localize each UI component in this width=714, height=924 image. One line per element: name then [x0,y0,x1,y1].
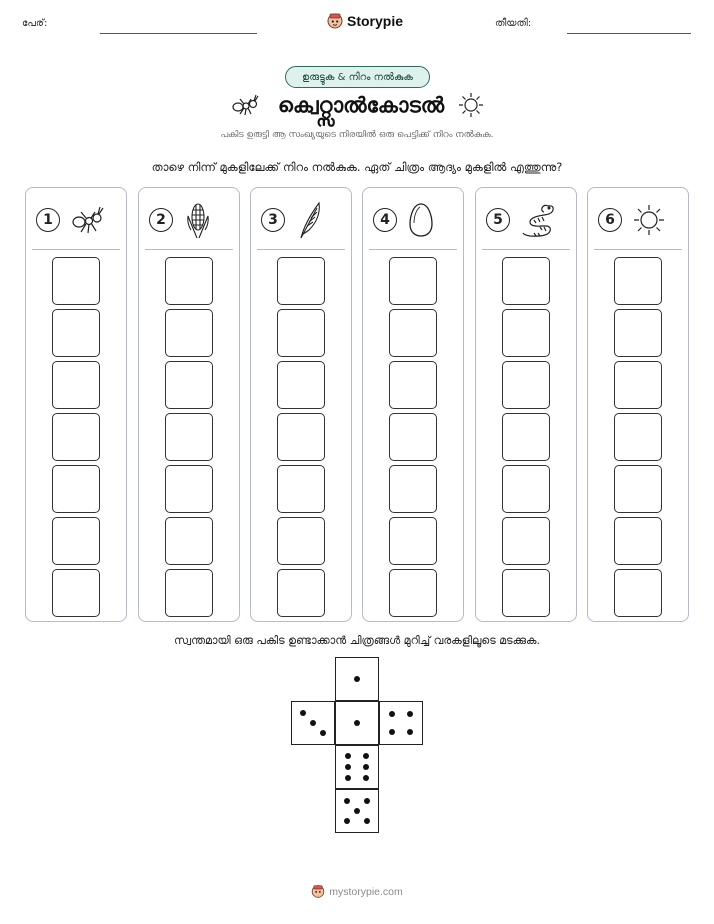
color-box[interactable] [389,569,437,617]
die-pip [407,711,413,717]
die-pip [363,775,369,781]
instruction: താഴെ നിന്ന് മുകളിലേക്ക് നിറം നൽകുക. ഏത് ചിത്രം ആദ്യം മുകളിൽ എത്തുന്നു? [151,160,563,174]
activity-pill [285,66,430,88]
die-pip [407,729,413,735]
die-pip [344,818,350,824]
subtitle: പകിട ഉരുട്ടി ആ സംഖ്യയുടെ നിരയിൽ ഒരു പെട്ടിക്ക് നിറം നൽകുക. [220,130,494,140]
color-box[interactable] [277,413,325,461]
ant-icon [70,205,110,235]
color-box[interactable] [502,413,550,461]
column-number: 2 [149,208,173,232]
die-face [379,701,423,745]
color-box[interactable] [52,257,100,305]
column-number: 1 [36,208,60,232]
color-box[interactable] [165,413,213,461]
color-box[interactable] [277,309,325,357]
color-box[interactable] [165,361,213,409]
color-box[interactable] [165,569,213,617]
die-face [291,701,335,745]
die-pip [354,808,360,814]
column-divider [32,249,120,250]
snake-icon [520,200,558,240]
column-divider [482,249,570,250]
die-face [335,701,379,745]
column-6 [587,187,689,622]
color-box[interactable] [165,257,213,305]
column-number: 3 [261,208,285,232]
die-pip [345,753,351,759]
color-box[interactable] [502,257,550,305]
die-pip [389,729,395,735]
color-box[interactable] [502,569,550,617]
column-header [373,202,455,238]
color-box[interactable] [502,309,550,357]
color-box[interactable] [52,361,100,409]
sun-icon [458,92,484,118]
corn-icon [183,200,213,240]
egg-icon [407,201,435,239]
die-pip [310,720,316,726]
color-box[interactable] [502,465,550,513]
color-box[interactable] [277,517,325,565]
column-header [149,202,231,238]
column-number: 6 [598,208,622,232]
brand-name: Storypie [347,13,404,29]
color-box[interactable] [277,257,325,305]
footer [0,884,714,899]
page-title: ക്വെറ്റ്സാൽകോടൽ [277,92,445,117]
column-number: 5 [486,208,510,232]
column-divider [145,249,233,250]
die-pip [364,818,370,824]
die-face [335,657,379,701]
die-face [335,745,379,789]
column-number: 4 [373,208,397,232]
die-pip [364,798,370,804]
column-4 [362,187,464,622]
name-line[interactable] [100,33,257,34]
color-box[interactable] [165,517,213,565]
color-box[interactable] [389,413,437,461]
color-box[interactable] [52,569,100,617]
color-box[interactable] [277,569,325,617]
sun-icon [632,203,666,237]
activity-pill-label: ഉരുട്ടുക & നിറം നൽകുക [302,71,413,83]
column-header [486,202,568,238]
color-box[interactable] [502,517,550,565]
column-1 [25,187,127,622]
color-box[interactable] [389,361,437,409]
die-pip [320,730,326,736]
color-box[interactable] [389,309,437,357]
color-box[interactable] [52,517,100,565]
ant-icon [230,94,264,116]
die-pip [354,720,360,726]
color-box[interactable] [614,361,662,409]
color-box[interactable] [52,309,100,357]
color-box[interactable] [52,465,100,513]
die-pip [344,798,350,804]
color-box[interactable] [614,465,662,513]
color-box[interactable] [614,257,662,305]
date-line[interactable] [567,33,691,34]
color-box[interactable] [389,257,437,305]
color-box[interactable] [389,465,437,513]
storypie-mascot-icon [327,12,343,30]
column-header [36,202,118,238]
column-header [598,202,680,238]
feather-icon [295,200,325,240]
column-divider [257,249,345,250]
column-divider [594,249,682,250]
name-label: പേര്: [22,18,48,29]
brand-logo [327,12,403,30]
color-box[interactable] [614,309,662,357]
die-pip [389,711,395,717]
die-pip [354,676,360,682]
die-face [335,789,379,833]
footer-url[interactable]: mystorypie.com [329,885,403,898]
color-box[interactable] [614,569,662,617]
color-box[interactable] [165,309,213,357]
die-pip [345,775,351,781]
color-box[interactable] [389,517,437,565]
column-divider [369,249,457,250]
title-row [0,92,714,118]
color-box[interactable] [277,465,325,513]
column-2 [138,187,240,622]
color-box[interactable] [614,413,662,461]
column-5 [475,187,577,622]
die-pip [300,710,306,716]
color-box[interactable] [614,517,662,565]
column-header [261,202,343,238]
column-3 [250,187,352,622]
color-box[interactable] [52,413,100,461]
color-box[interactable] [502,361,550,409]
date-label: തീയതി: [495,18,532,29]
color-box[interactable] [165,465,213,513]
storypie-mascot-icon [311,884,325,899]
color-box[interactable] [277,361,325,409]
die-pip [345,764,351,770]
die-pip [363,764,369,770]
die-instruction: സ്വന്തമായി ഒരു പകിട ഉണ്ടാക്കാൻ ചിത്രങ്ങൾ മുറിച്ച് വരകളിലൂടെ മടക്കുക. [174,634,540,647]
die-pip [363,753,369,759]
